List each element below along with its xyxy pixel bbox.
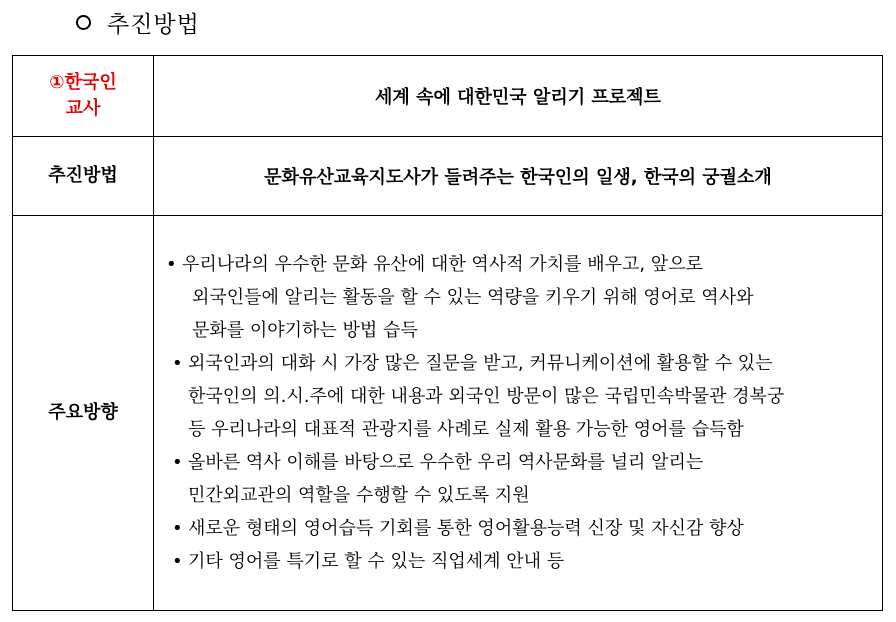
list-item [172, 512, 882, 545]
bullet-icon: • [172, 452, 183, 473]
list-item [172, 545, 882, 578]
bullet-icon: • [172, 518, 183, 539]
row-label-direction: 주요방향 [13, 216, 154, 611]
direction-content [154, 216, 883, 611]
list-item-line: 민간외교관의 역할을 수행할 수 있도록 지원 [188, 485, 530, 506]
list-item [172, 347, 882, 446]
list-item-line: 우리나라의 우수한 문화 유산에 대한 역사적 가치를 배우고, 앞으로 [182, 254, 703, 275]
list-item [166, 248, 882, 347]
plan-table [12, 55, 883, 611]
row-label-method: 추진방법 [13, 137, 154, 216]
table-row-direction [13, 216, 883, 611]
row-label-line: 교사 [65, 98, 101, 119]
table-row-project [13, 56, 883, 137]
circle-bullet-icon [76, 15, 91, 30]
list-item-line: 외국인들에 알리는 활동을 할 수 있는 역량을 키우기 위해 영어로 역사와 [192, 287, 754, 308]
bullet-icon: • [166, 254, 177, 275]
list-item [172, 446, 882, 512]
list-item-line: 새로운 형태의 영어습득 기회를 통한 영어활용능력 신장 및 자신감 향상 [188, 518, 744, 539]
method-content: 문화유산교육지도사가 들려주는 한국인의 일생, 한국의 궁궐소개 [154, 137, 883, 216]
bullet-icon: • [172, 551, 183, 572]
row-label-line: ①한국인 [49, 72, 117, 93]
list-item-line: 문화를 이야기하는 방법 습득 [192, 320, 418, 341]
list-item-line: 올바른 역사 이해를 바탕으로 우수한 우리 역사문화를 널리 알리는 [188, 452, 704, 473]
section-title: 추진방법 [107, 11, 200, 38]
list-item-line: 한국인의 의.시.주에 대한 내용과 외국인 방문이 많은 국립민속박물관 경복궁 [188, 386, 785, 407]
list-item-line: 외국인과의 대화 시 가장 많은 질문을 받고, 커뮤니케이션에 활용할 수 있는 [188, 353, 773, 374]
list-item-line: 기타 영어를 특기로 할 수 있는 직업세계 안내 등 [188, 551, 565, 572]
table-row-method [13, 137, 883, 216]
direction-list [154, 248, 882, 578]
bullet-icon: • [172, 353, 183, 374]
section-heading [76, 4, 200, 40]
project-title: 세계 속에 대한민국 알리기 프로젝트 [154, 56, 883, 137]
row-label-teacher [13, 56, 154, 137]
list-item-line: 등 우리나라의 대표적 관광지를 사례로 실제 활용 가능한 영어를 습득함 [188, 419, 744, 440]
